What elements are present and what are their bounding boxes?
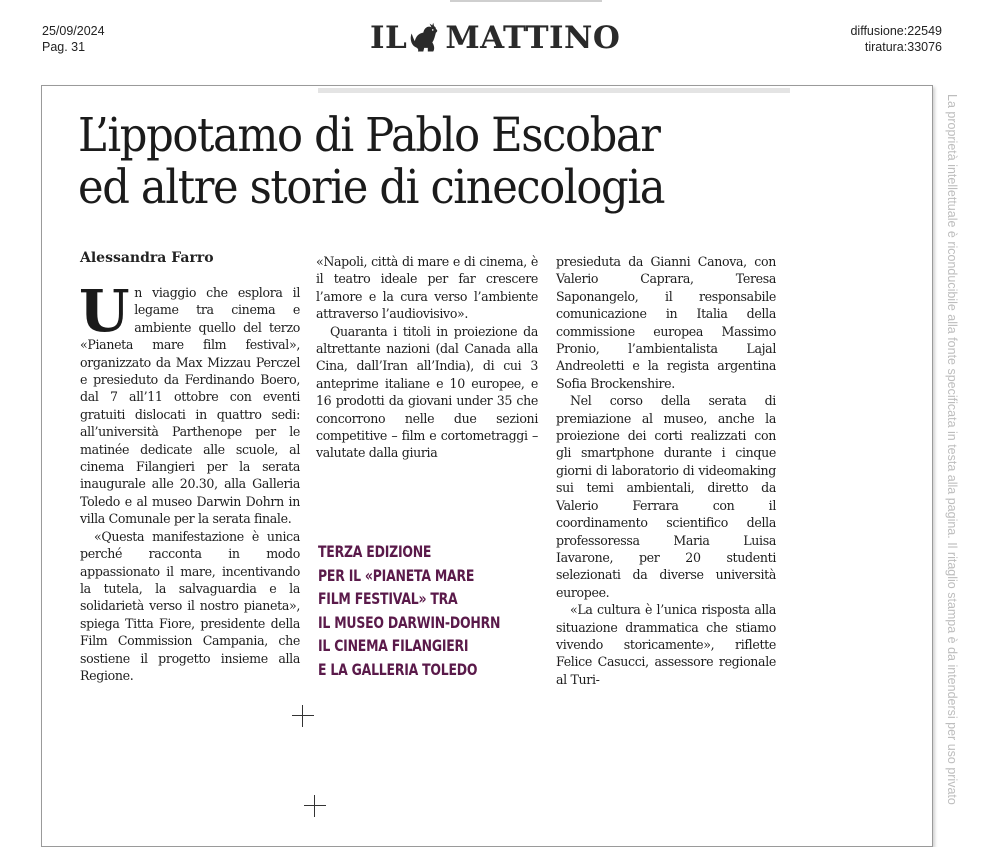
top-rule [450,0,602,2]
newspaper-logo [370,18,620,58]
article-column-3 [556,253,776,688]
copyright-side-note [943,94,963,815]
article-paragraph: Nel corso della serata di premiazione al museo, anche la proiezione dei corti realizzati con gli smartphone durante i cinque giorni di laboratorio di videomaking sui temi ambientali, diretto da Valerio Ferrara con il coordinamento scientifico della professoressa Maria Luisa Iavarone, per 20 studenti selezionati da diverse università europee. [556,393,776,600]
headline-line-2: ed altre storie di cinecologia [78,160,665,215]
clipping-date: 25/09/2024 [42,24,105,38]
article-column-1 [79,277,300,684]
pull-quote-line: IL MUSEO DARWIN-DOHRN [318,612,501,632]
clipping-info-right [850,23,942,55]
logo-text-mattino: MATTINO [445,20,621,56]
pull-quote-line: FILM FESTIVAL» TRA [318,589,458,608]
clipping-info-left [42,23,105,55]
crop-mark-icon [292,705,314,727]
article-paragraph: «Napoli, città di mare e di cinema, è il teatro ideale per far crescere l’amore e la cura verso l’ambiente attraverso l’audiovisivo». [316,254,538,322]
article-headline [78,110,798,214]
logo-text-il: IL [370,20,408,56]
headline-line-1: L’ippotamo di Pablo Escobar [78,108,660,163]
pull-quote-line: E LA GALLERIA TOLEDO [318,659,478,679]
pull-quote-line: TERZA EDIZIONE [318,542,432,561]
rooster-icon [408,20,444,56]
article-paragraph: Quaranta i titoli in proiezione da altrettante nazioni (dal Canada alla Cina, dall’Iran all’India), di cui 3 anteprime italiane e 10 europee, e 16 prodotti da giovani under 35 che concorrono nelle due sezioni competitive – film e cortometraggi – valutate dalla giuria [316,323,538,461]
article-paragraph [79,277,300,528]
paragraph-text: n viaggio che esplora il legame tra cinema e ambiente quello del terzo «Pianeta mare film festival», organizzato da Max Mizzau Perczel e presieduto da Ferdinando Boero, dal 7 all’11 ottobre con eventi gratuiti dislocati in quattro sedi: all’università Parthenope per le matinée dedicate alle scuole, al cinema Filangieri per la serata inaugurale alle 20.30, alla Galleria Toledo e al museo Darwin Dohrn in villa Comunale per la serata finale. [80,285,300,527]
pull-quote-line: PER IL «PIANETA MARE [318,565,475,585]
drop-cap: U [79,277,130,345]
article-paragraph: «Questa manifestazione è unica perché racconta in modo appassionato il mare, incentivando la tutela, la salvaguardia e la solidarietà verso il nostro pianeta», spiega Titta Fiore, presidente della Film Commission Campania, che sostiene il progetto insieme alla Regione. [80,528,300,683]
copyright-text: La proprietà intellettuale è riconducibile alla fonte specificata in testa alla pagina. Il ritaglio stampa è da intendersi per uso privato [945,94,959,805]
article-column-2 [316,253,538,462]
article-paragraph: presieduta da Gianni Canova, con Valerio Caprara, Teresa Saponangelo, il responsabile comunicazione in Italia della commissione europea Massimo Pronio, l’ambientalista Lajal Andreoletti e la regista argentina Sofia Brockenshire. [556,254,776,391]
frame-top-bar [318,88,790,93]
diffusione-count: diffusione:22549 [850,24,942,38]
crop-mark-icon [304,795,326,817]
tiratura-count: tiratura:33076 [864,40,942,54]
pull-quote [318,540,552,681]
author-byline: Alessandra Farro [80,250,214,266]
article-paragraph: «La cultura è l’unica risposta alla situazione drammatica che stiamo vivendo storicamente», riflette Felice Casucci, assessore regionale al Turi- [556,602,776,687]
clipping-page: Pag. 31 [42,40,86,54]
pull-quote-line: IL CINEMA FILANGIERI [318,636,469,655]
